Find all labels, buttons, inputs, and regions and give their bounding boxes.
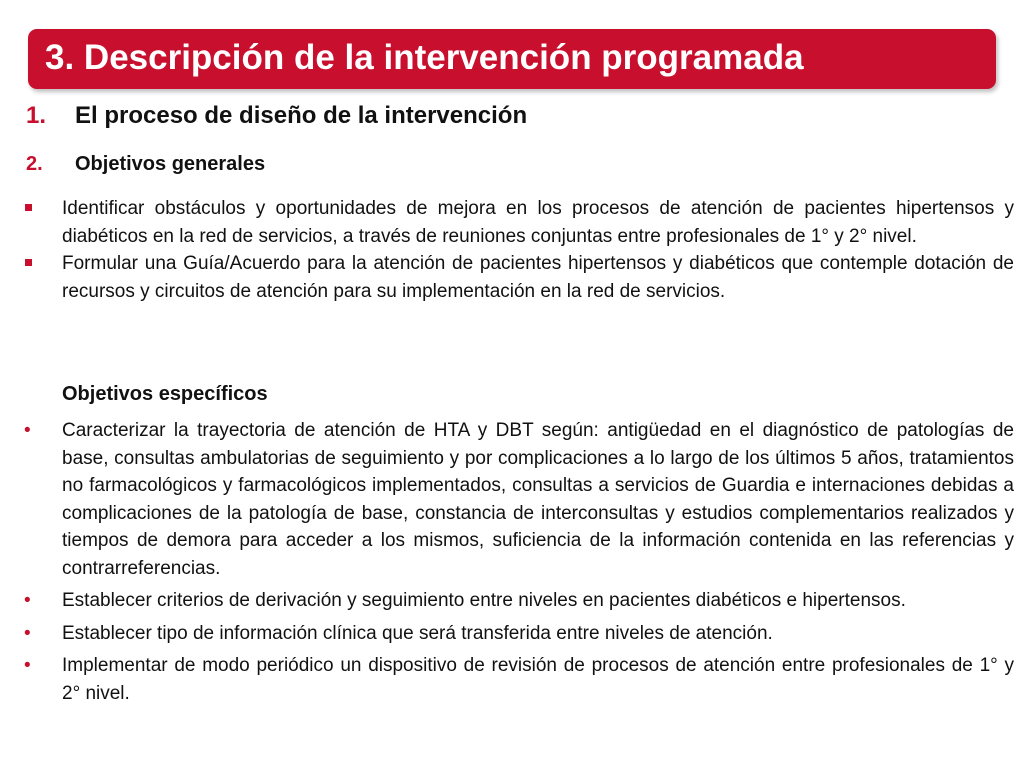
general-objective-item: Identificar obstáculos y oportunidades de mejora en los procesos de atención de pacientes hipertensos y diabéticos en la red de servicios, a través de reuniones conjuntas entre profesionales de 1° y 2° nivel. [20,195,1014,250]
specific-objectives-heading: Objetivos específicos [62,383,268,405]
slide-title: 3. Descripción de la intervención programada [45,38,804,77]
section-2-heading [26,153,265,176]
specific-objective-item: • Establecer tipo de información clínica que será transferida entre niveles de atención. [20,620,1014,648]
specific-objective-item: • Implementar de modo periódico un dispositivo de revisión de procesos de atención entre profesionales de 1° y 2° nivel. [20,652,1014,707]
section-1-number: 1. [26,102,47,129]
title-bar [28,29,996,89]
general-objective-item: Formular una Guía/Acuerdo para la atención de pacientes hipertensos y diabéticos que contemple dotación de recursos y circuitos de atención para su implementación en la red de servicios. [20,250,1014,305]
specific-objective-item: • Establecer criterios de derivación y seguimiento entre niveles en pacientes diabéticos e hipertensos. [20,587,1014,615]
section-2-label: Objetivos generales [75,153,266,175]
section-1-heading [26,102,527,130]
section-1-label: El proceso de diseño de la intervención [75,102,528,129]
general-objectives-list [20,195,1014,305]
specific-objective-item: • Caracterizar la trayectoria de atención de HTA y DBT según: antigüedad en el diagnóstico de patologías de base, consultas ambulatorias de seguimiento y por complicaciones a lo largo de los últimos 5 años, tratamientos no farmacológicos y farmacológicos implementados, consultas a servicios de Guardia e internaciones debidas a complicaciones de la patología de base, constancia de interconsultas y estudios complementarios realizados y tiempos de demora para acceder a los mismos, suficiencia de la información contenida en las referencias y contrarreferencias. [20,417,1014,582]
section-2-number: 2. [26,153,43,175]
specific-objectives-list [20,417,1014,712]
